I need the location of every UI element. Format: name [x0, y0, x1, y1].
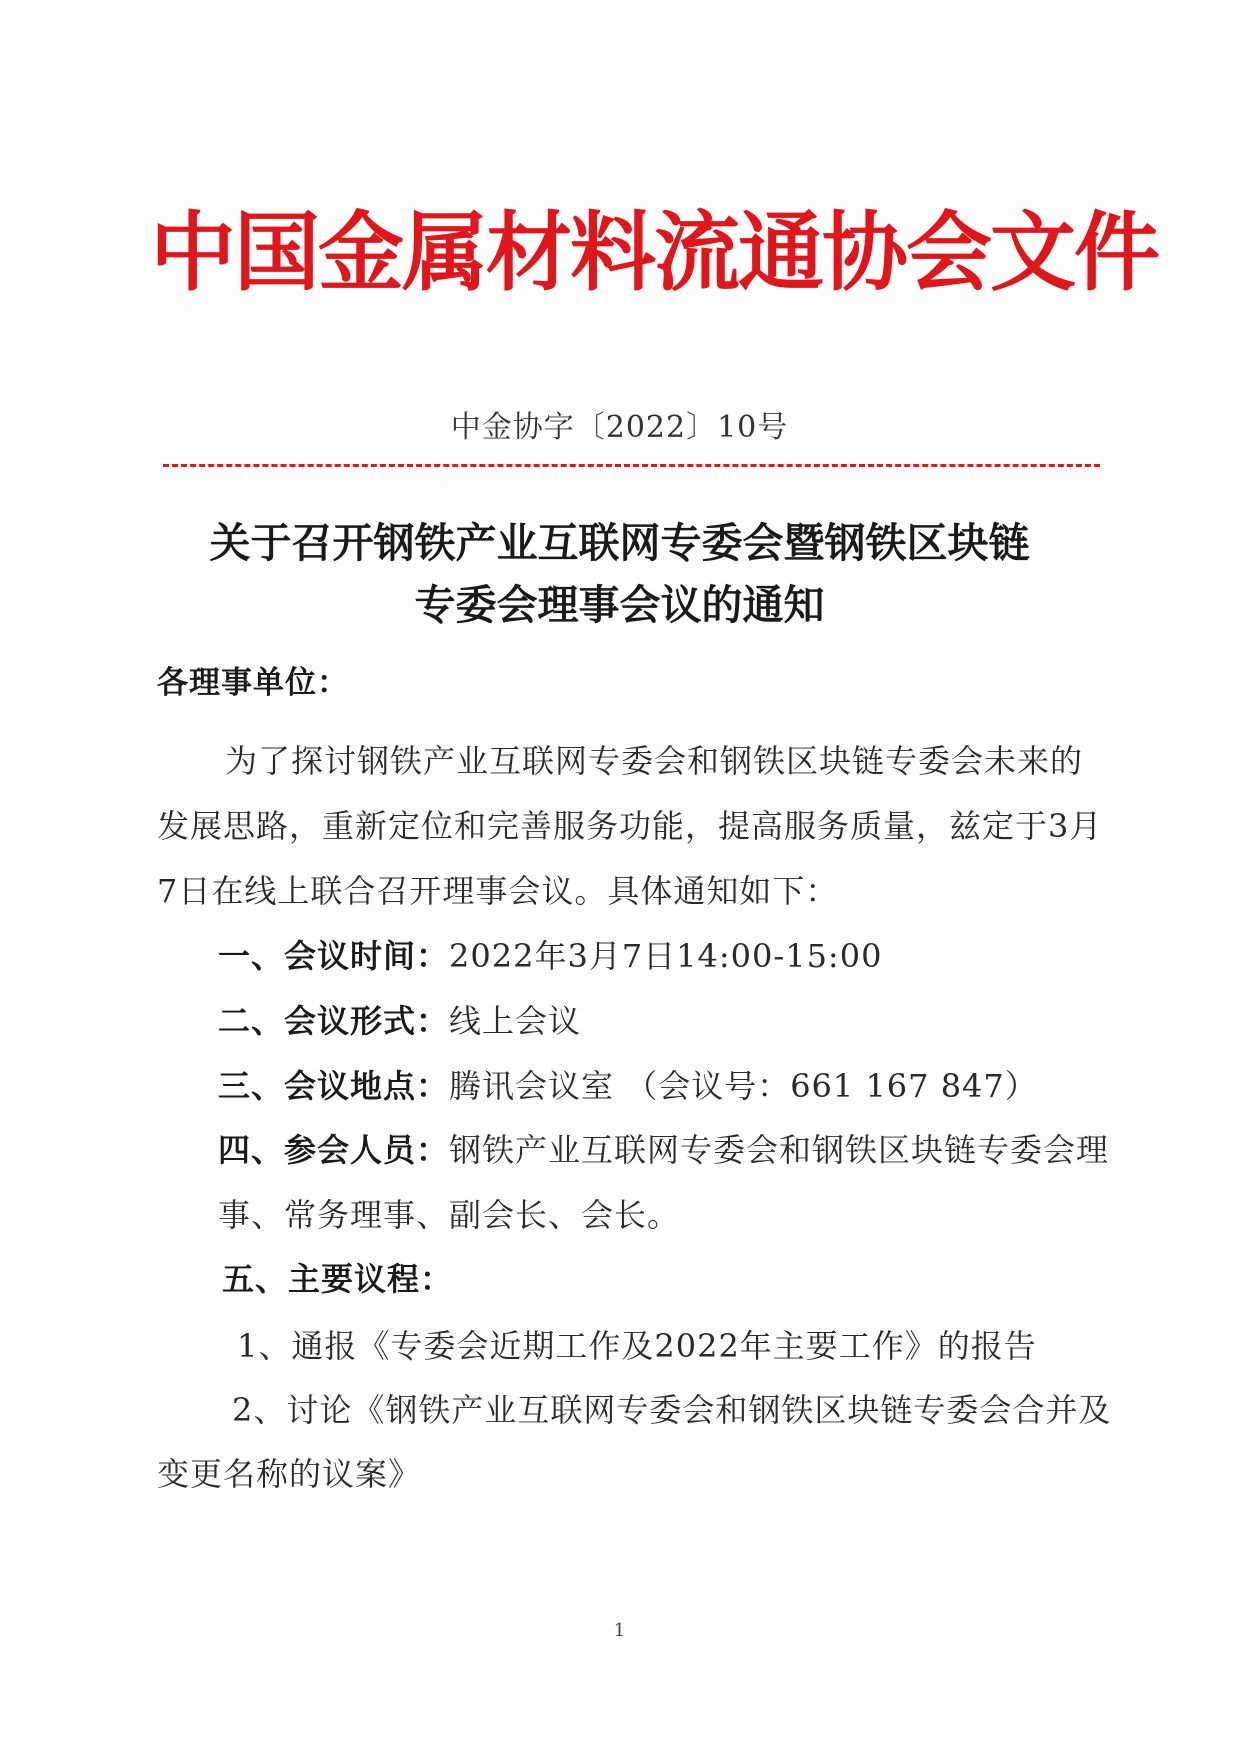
item-value: 腾讯会议室 （会议号：661 167 847） — [449, 1067, 1038, 1105]
item-meeting-location — [218, 1067, 1038, 1105]
page-number: 1 — [613, 1620, 626, 1641]
red-divider-line — [163, 464, 1100, 467]
agenda-item-2: 2、讨论《钢铁产业互联网专委会和钢铁区块链专委会合并及 — [232, 1391, 1112, 1429]
item-agenda-heading: 五、主要议程： — [222, 1260, 454, 1298]
item-value: 钢铁产业互联网专委会和钢铁区块链专委会理 — [449, 1131, 1110, 1169]
intro-paragraph-line-2: 发展思路，重新定位和完善服务功能，提高服务质量，兹定于3月 — [157, 807, 1103, 845]
item-attendees-continued: 事、常务理事、副会长、会长。 — [218, 1196, 681, 1234]
agenda-item-1: 1、通报《专委会近期工作及2022年主要工作》的报告 — [237, 1327, 1037, 1365]
intro-paragraph-line-1: 为了探讨钢铁产业互联网专委会和钢铁区块链专委会未来的 — [225, 742, 1084, 780]
item-label: 四、参会人员： — [218, 1131, 450, 1169]
salutation: 各理事单位： — [157, 665, 349, 701]
document-number: 中金协字〔2022〕10号 — [450, 410, 789, 445]
item-value: 2022年3月7日14:00-15:00 — [449, 937, 883, 975]
intro-paragraph-line-3: 7日在线上联合召开理事会议。具体通知如下： — [157, 872, 839, 910]
org-header-title: 中国金属材料流通协会文件 — [150, 203, 1158, 303]
item-label: 三、会议地点： — [218, 1067, 450, 1105]
notice-title-line-1: 关于召开钢铁产业互联网专委会暨钢铁区块链 — [209, 519, 1030, 567]
item-attendees — [218, 1131, 1110, 1169]
item-meeting-time — [218, 937, 883, 975]
item-label: 一、会议时间： — [218, 937, 450, 975]
agenda-item-2-continued: 变更名称的议案》 — [157, 1455, 422, 1493]
item-label: 二、会议形式： — [218, 1002, 450, 1040]
item-value: 线上会议 — [449, 1002, 582, 1040]
item-meeting-format — [218, 1002, 582, 1040]
notice-title-line-2: 专委会理事会议的通知 — [414, 581, 825, 629]
